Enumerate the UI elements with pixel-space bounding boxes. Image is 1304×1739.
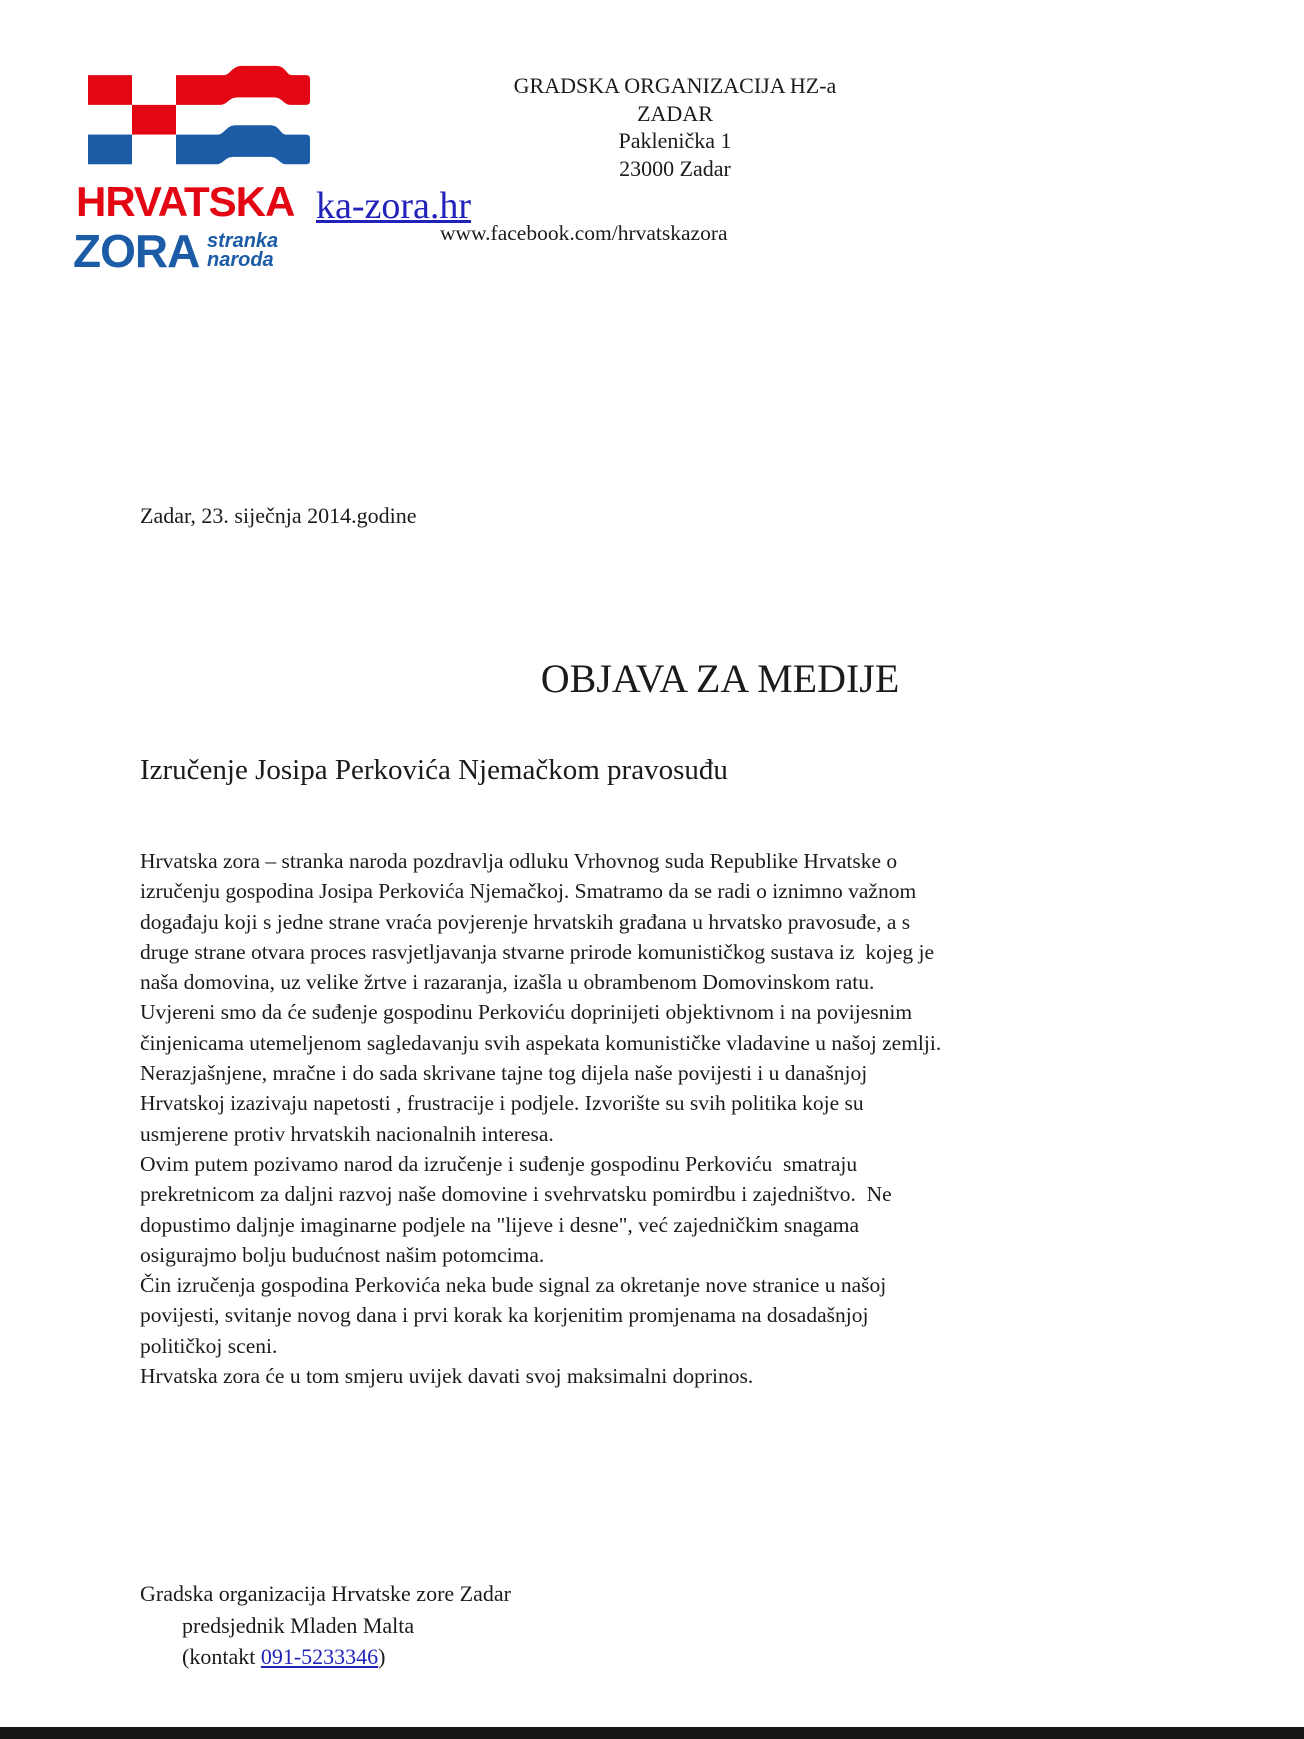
bottom-edge-bar bbox=[0, 1727, 1304, 1739]
signature-organization: Gradska organizacija Hrvatske zore Zadar bbox=[140, 1581, 511, 1606]
body-text-line: naša domovina, uz velike žrtve i razaranja, izašla u obrambenom Domovinskom ratu. bbox=[140, 970, 875, 995]
facebook-url: www.facebook.com/hrvatskazora bbox=[440, 221, 728, 245]
body-text-line: događaju koji s jedne strane vraća povjerenje hrvatskih građana u hrvatsko pravosuđe, a s bbox=[140, 909, 911, 934]
body-text-line: prekretnicom za daljni razvoj naše domovine i svehrvatsku pomirdbu i zajedništvo. Ne bbox=[140, 1182, 892, 1207]
body-text-line: usmjerene protiv hrvatskih nacionalnih interesa. bbox=[140, 1121, 554, 1146]
logo-tagline bbox=[207, 232, 278, 270]
logo-tagline-line2: naroda bbox=[207, 249, 274, 271]
org-name-line: GRADSKA ORGANIZACIJA HZ-a bbox=[513, 73, 837, 98]
body-text-line: dopustimo daljnje imaginarne podjele na "lijeve i desne", već zajedničkim snagama bbox=[140, 1212, 860, 1237]
document-subtitle: Izručenje Josipa Perkovića Njemačkom pravosuđu bbox=[140, 754, 728, 786]
contact-prefix: (kontakt bbox=[182, 1644, 261, 1669]
body-text-line: izručenju gospodina Josipa Perkovića Njemačkoj. Smatramo da se radi o iznimno važnom bbox=[140, 879, 917, 904]
signature-president: predsjednik Mladen Malta bbox=[182, 1612, 415, 1638]
body-text-line: Čin izručenja gospodina Perkovića neka bude signal za okretanje nove stranice u našoj bbox=[140, 1273, 887, 1298]
signature-contact bbox=[140, 1641, 511, 1673]
body-text-line: Hrvatska zora – stranka naroda pozdravlja odluku Vrhovnog suda Republike Hrvatske o bbox=[140, 849, 898, 873]
logo-text-zora: ZORA bbox=[73, 225, 200, 277]
checker-square-red-icon bbox=[88, 75, 132, 105]
checker-square-red-icon bbox=[132, 105, 176, 135]
contact-phone-link[interactable]: 091-5233346 bbox=[260, 1644, 379, 1669]
body-text-line: činjenicama utemeljenom sagledavanju svih aspekata komunističke vladavine u našoj zemlji. bbox=[140, 1030, 942, 1055]
body-text-line: Uvjereni smo da će suđenje gospodinu Perkoviću doprinijeti objektivnom i na povijesnim bbox=[140, 1000, 913, 1025]
checker-square-blue-icon bbox=[88, 135, 132, 165]
hrvatska-zora-flag-logo bbox=[80, 64, 310, 168]
body-text-line: osigurajmo bolju budućnost našim potomcima. bbox=[140, 1242, 545, 1267]
org-postal-line: 23000 Zadar bbox=[619, 155, 731, 181]
website-link[interactable]: ka-zora.hr bbox=[316, 185, 472, 227]
blue-wave-band-icon bbox=[176, 125, 310, 164]
logo-text-hrvatska: HRVATSKA bbox=[76, 178, 295, 225]
logo-tagline-line1: stranka bbox=[207, 230, 279, 252]
date-line: Zadar, 23. siječnja 2014.godine bbox=[140, 503, 417, 528]
body-text-line: povijesti, svitanje novog dana i prvi korak ka korjenitim promjenama na dosadašnjoj bbox=[140, 1303, 869, 1328]
body-text-line: druge strane otvara proces rasvjetljavanja stvarne prirode komunističkog sustava iz kojeg je bbox=[140, 939, 935, 964]
signature-block bbox=[140, 1578, 511, 1673]
contact-suffix: ) bbox=[378, 1644, 386, 1669]
document-title: OBJAVA ZA MEDIJE bbox=[540, 656, 900, 701]
red-wave-band-icon bbox=[176, 66, 310, 105]
body-text-line: Hrvatskoj izazivaju napetosti , frustracije i podjele. Izvorište su svih politika koje su bbox=[140, 1091, 864, 1116]
org-city-line: ZADAR bbox=[637, 100, 713, 126]
body-text-line: političkoj sceni. bbox=[140, 1333, 278, 1358]
org-street-line: Paklenička 1 bbox=[618, 128, 732, 153]
body-text-line: Hrvatska zora će u tom smjeru uvijek davati svoj maksimalni doprinos. bbox=[140, 1364, 754, 1389]
organization-address-block bbox=[430, 72, 920, 182]
body-text-line: Ovim putem pozivamo narod da izručenje i suđenje gospodinu Perkoviću smatraju bbox=[140, 1151, 858, 1176]
body-text bbox=[140, 846, 1050, 1391]
body-text-line: Nerazjašnjene, mračne i do sada skrivane tajne tog dijela naše povijesti i u današnjoj bbox=[140, 1061, 868, 1086]
